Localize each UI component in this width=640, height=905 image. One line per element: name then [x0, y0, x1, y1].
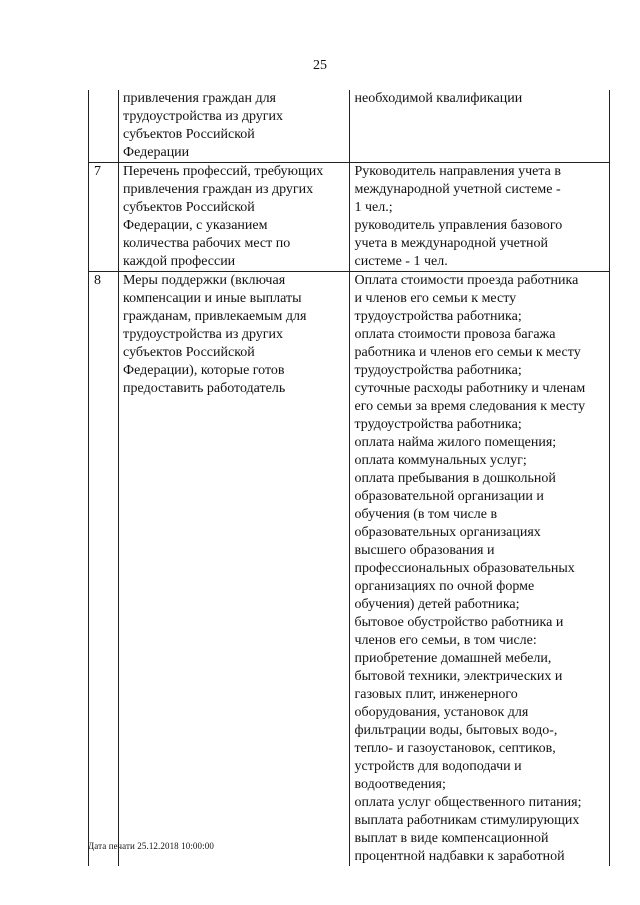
row-name-line: предоставить работодатель — [123, 381, 286, 396]
page-number: 25 — [313, 58, 327, 73]
row-name-line: гражданам, привлекаемым для — [123, 309, 307, 324]
row-name-line: количества рабочих мест по — [123, 236, 291, 251]
row-name-cell — [119, 272, 350, 867]
row-value-line: профессиональных образовательных — [354, 561, 575, 576]
row-value-line: образовательных организациях — [354, 525, 541, 540]
row-value-line: членов его семьи, в том числе: — [354, 633, 537, 648]
row-value-line: газовых плит, инженерного — [354, 687, 518, 702]
row-value-line: фильтрации воды, бытовых водо-, — [354, 723, 558, 738]
row-number: 7 — [89, 163, 119, 272]
row-value-line: оплата коммунальных услуг; — [354, 453, 527, 468]
row-name-line: трудоустройства из других — [123, 109, 284, 124]
row-number — [89, 90, 119, 163]
row-value-line: работника и членов его семьи к месту — [354, 345, 581, 360]
row-name-line: привлечения граждан для — [123, 91, 276, 106]
row-value-line: трудоустройства работника; — [354, 417, 522, 432]
row-value-line: и членов его семьи к месту — [354, 291, 517, 306]
row-value-line: руководитель управления базового — [354, 218, 563, 233]
row-value-line: его семьи за время следования к месту — [354, 399, 586, 414]
row-value-line: учета в международной учетной — [354, 236, 548, 251]
row-name-line: субъектов Российской — [123, 127, 255, 142]
row-value-cell — [350, 163, 610, 272]
row-value-line: образовательной организации и — [354, 489, 544, 504]
row-name-line: Федерации, с указанием — [123, 218, 268, 233]
row-name-line: трудоустройства из других — [123, 327, 284, 342]
row-value-line: водоотведения; — [354, 777, 446, 792]
row-value-line: обучения (в том числе в — [354, 507, 498, 522]
row-value-line: международной учетной системе - — [354, 182, 561, 197]
row-name-cell — [119, 163, 350, 272]
requirements-table — [88, 90, 610, 866]
row-value-line: системе - 1 чел. — [354, 254, 448, 269]
row-value-line: оплата найма жилого помещения; — [354, 435, 557, 450]
row-value-cell — [350, 272, 610, 867]
row-name-line: субъектов Российской — [123, 345, 255, 360]
row-name-line: компенсации и иные выплаты — [123, 291, 302, 306]
row-value-line: Руководитель направления учета в — [354, 164, 561, 179]
row-value-line: необходимой квалификации — [354, 91, 523, 106]
row-name-line: каждой профессии — [123, 254, 236, 269]
row-value-line: оплата стоимости провоза багажа — [354, 327, 556, 342]
row-value-line: суточные расходы работнику и членам — [354, 381, 586, 396]
row-value-line: обучения) детей работника; — [354, 597, 520, 612]
row-value-line: бытовой техники, электрических и — [354, 669, 563, 684]
row-value-line: тепло- и газоустановок, септиков, — [354, 741, 556, 756]
row-value-line: трудоустройства работника; — [354, 363, 522, 378]
row-name-line: Перечень профессий, требующих — [123, 164, 324, 179]
row-value-line: процентной надбавки к заработной — [354, 849, 565, 864]
print-date: Дата печати 25.12.2018 10:00:00 — [88, 841, 214, 851]
row-value-line: Оплата стоимости проезда работника — [354, 273, 579, 288]
row-value-line: приобретение домашней мебели, — [354, 651, 552, 666]
row-value-line: выплата работникам стимулирующих — [354, 813, 580, 828]
row-value-line: бытовое обустройство работника и — [354, 615, 564, 630]
row-name-line: привлечения граждан из других — [123, 182, 314, 197]
row-value-line: выплат в виде компенсационной — [354, 831, 549, 846]
row-value-line: оплата пребывания в дошкольной — [354, 471, 556, 486]
row-value-line: высшего образования и — [354, 543, 495, 558]
row-value-line: устройств для водоподачи и — [354, 759, 522, 774]
table-row — [89, 163, 610, 272]
table-row — [89, 90, 610, 163]
row-number: 8 — [89, 272, 119, 867]
row-value-line: организациях по очной форме — [354, 579, 535, 594]
row-name-line: Федерации), которые готов — [123, 363, 285, 378]
row-value-line: трудоустройства работника; — [354, 309, 522, 324]
row-name-line: Меры поддержки (включая — [123, 273, 286, 288]
row-value-cell — [350, 90, 610, 163]
row-value-line: оборудования, установок для — [354, 705, 529, 720]
row-value-line: оплата услуг общественного питания; — [354, 795, 582, 810]
row-value-line: 1 чел.; — [354, 200, 393, 215]
row-name-line: Федерации — [123, 145, 190, 160]
row-name-cell — [119, 90, 350, 163]
row-name-line: субъектов Российской — [123, 200, 255, 215]
table-row — [89, 272, 610, 867]
